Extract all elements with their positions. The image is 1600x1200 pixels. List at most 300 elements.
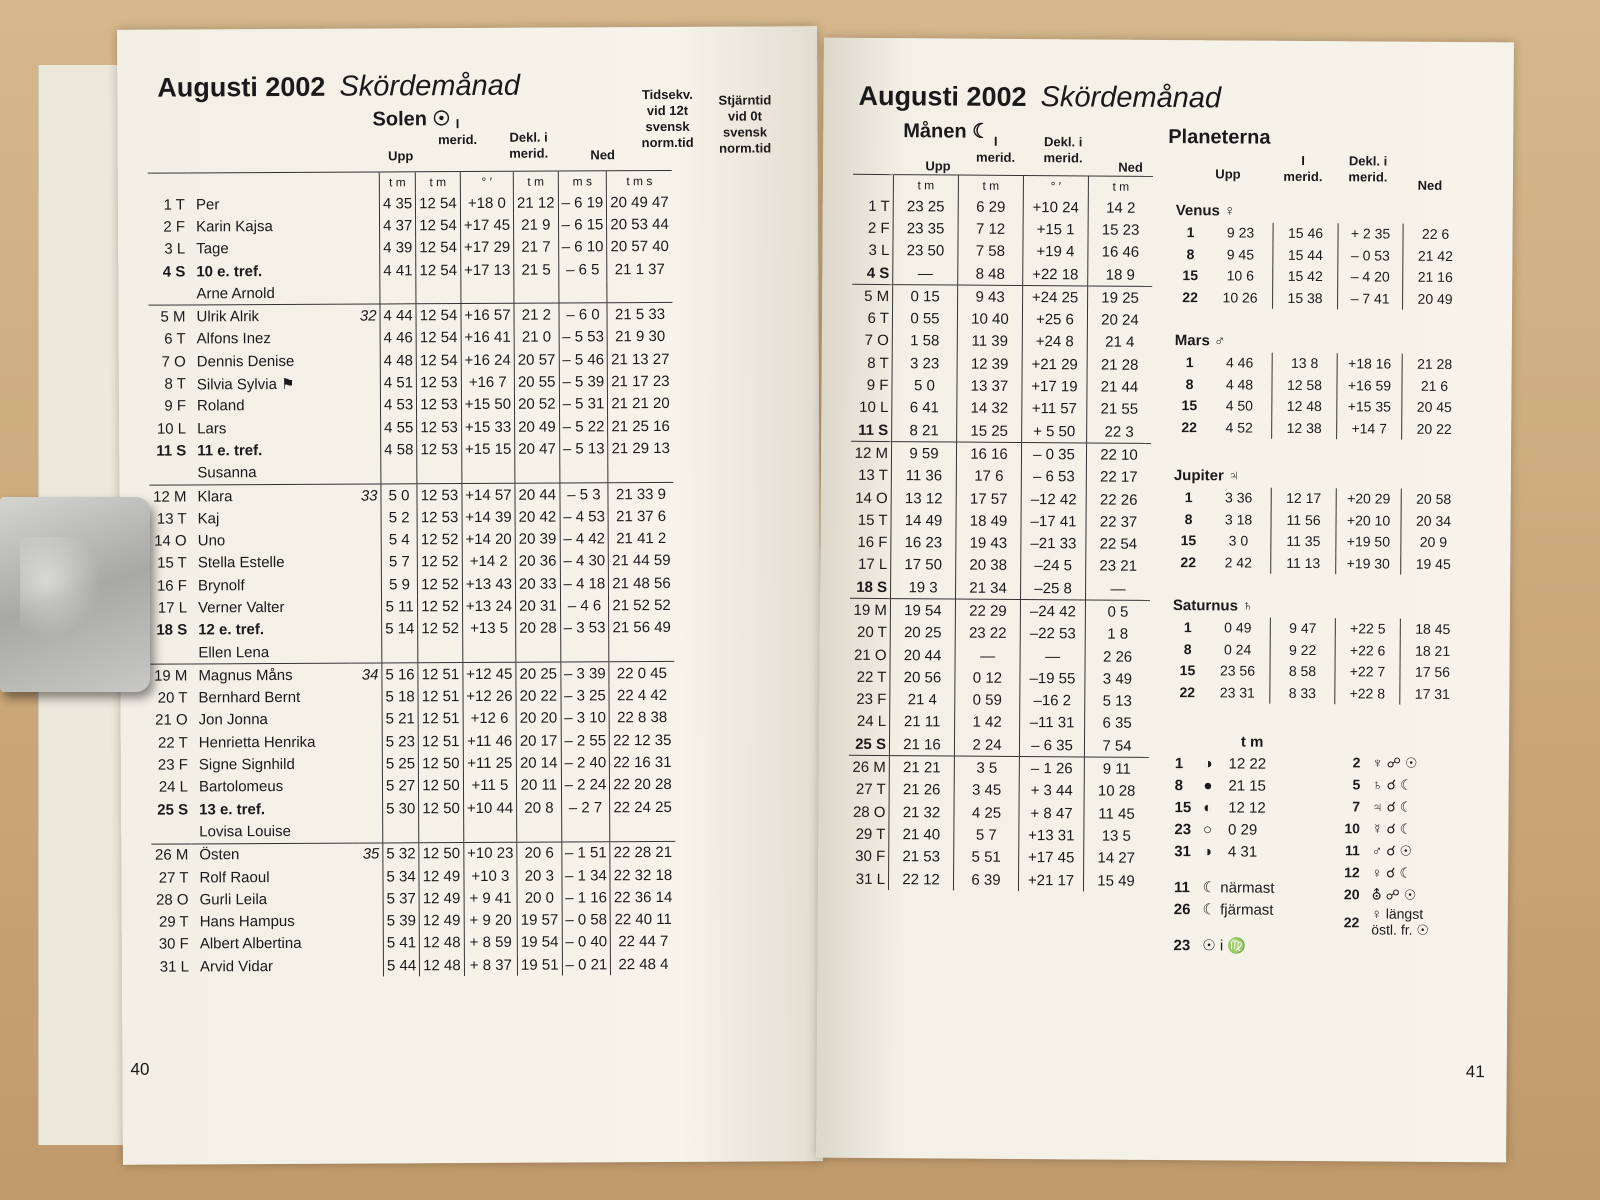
unit-label: t m s [607, 170, 672, 191]
value-cell: 19 51 [517, 954, 562, 977]
day-cell: 14 O [855, 489, 888, 507]
day-cell: 7 O [864, 332, 889, 350]
table-row [149, 370, 673, 395]
day-cell: 31 L [159, 958, 189, 976]
value-cell: 20 45 [1402, 396, 1467, 418]
value-cell: – 4 18 [560, 572, 609, 595]
value-cell: 21 53 [889, 846, 954, 869]
spacer [1198, 730, 1223, 752]
week-cell [351, 640, 382, 663]
value-cell: 5 7 [954, 824, 1019, 847]
value-cell: 15 42 [1273, 265, 1338, 287]
value-cell: +18 0 [460, 192, 513, 215]
spacer-row [1168, 862, 1281, 877]
value-cell: 4 25 [954, 802, 1019, 825]
value-cell: 21 40 [889, 823, 954, 846]
value-cell: 2 42 [1224, 554, 1252, 571]
day-cell: 10 L [156, 420, 187, 438]
name-cell: Tage [196, 240, 229, 258]
value-cell: 5 2 [381, 506, 417, 528]
day-cell: 7 O [161, 353, 186, 371]
table-row [150, 684, 674, 709]
table-row [852, 262, 1152, 287]
week-cell [353, 910, 384, 932]
week-cell [350, 394, 381, 416]
aspect-text: ♄ ☌ ☾ [1372, 775, 1413, 793]
day-cell: 28 O [156, 891, 189, 909]
value-cell [607, 280, 672, 303]
table-row [850, 599, 1150, 624]
day-cell: 4 S [866, 264, 890, 282]
value-cell: 22 44 7 [611, 931, 676, 954]
value-cell: +14 2 [462, 551, 515, 574]
planet-name-row [1170, 595, 1465, 619]
value-cell: 12 17 [1271, 487, 1336, 509]
name-cell: Henrietta Henrika [198, 733, 316, 752]
value-cell: 21 48 56 [609, 572, 674, 595]
value-cell: 12 53 [417, 371, 462, 394]
day-cell: 20 T [856, 624, 887, 642]
table-row [1170, 508, 1465, 532]
title-text: Augusti 2002 [157, 71, 326, 103]
moon-dist-row [1168, 876, 1281, 899]
planet-name-row [1173, 200, 1468, 224]
header-upp: Upp [388, 148, 414, 164]
value-cell: 19 54 [890, 599, 955, 622]
phase-icon: ◑ [1202, 842, 1213, 860]
name-cell: Bernhard Bernt [198, 689, 301, 707]
value-cell: 15 46 [1273, 222, 1338, 244]
value-cell: 20 22 [1402, 418, 1467, 440]
value-cell: 5 18 [382, 686, 418, 708]
value-cell: – 6 0 [559, 303, 608, 326]
value-cell: 19 25 [1088, 286, 1153, 309]
value-cell: – 5 39 [559, 371, 608, 394]
table-row [852, 352, 1152, 376]
value-cell: 21 4 [1087, 331, 1152, 354]
name-cell: Gurli Leila [199, 890, 268, 909]
table-row [848, 801, 1148, 825]
table-row [148, 191, 672, 216]
value-cell: +16 59 [1337, 374, 1402, 396]
value-cell: 19 3 [891, 576, 956, 599]
name-cell: 12 e. tref. [198, 621, 265, 639]
phase-time: 0 29 [1228, 820, 1258, 839]
value-cell [559, 460, 608, 483]
value-cell: 12 48 [420, 954, 465, 977]
value-cell: 4 55 [381, 416, 417, 438]
value-cell: –12 42 [1021, 488, 1086, 511]
day-cell: 24 L [158, 778, 189, 796]
value-cell: 22 48 4 [611, 953, 676, 976]
table-row [849, 688, 1149, 712]
dist-text: ☾ fjärmast [1202, 901, 1274, 919]
value-cell: 21 5 [514, 258, 559, 281]
aspect-row [1338, 839, 1435, 862]
value-cell [418, 640, 463, 663]
aspect-text: ♀ ☌ ☾ [1371, 863, 1412, 881]
aspect-day: 7 [1352, 798, 1361, 815]
value-cell: 21 2 [514, 304, 559, 327]
aspect-text: ☿ ☌ ☾ [1371, 819, 1413, 837]
week-cell: 35 [352, 843, 383, 866]
value-cell: 22 [1180, 553, 1197, 570]
table-row [852, 330, 1152, 354]
name-cell: Signe Signhild [198, 755, 295, 774]
value-cell: +12 45 [463, 662, 516, 685]
phase-time: 12 12 [1228, 798, 1266, 817]
day-cell: 17 L [857, 556, 888, 574]
table-row [152, 886, 676, 911]
value-cell: +15 15 [461, 438, 514, 461]
equinox-row [1168, 934, 1281, 957]
value-cell: 22 32 18 [610, 864, 675, 887]
value-cell: — [1085, 577, 1150, 600]
name-cell: 13 e. tref. [199, 800, 266, 819]
value-cell: 14 27 [1084, 847, 1149, 870]
value-cell: 5 13 [1085, 690, 1150, 713]
name-cell: Hans Hampus [199, 913, 295, 931]
value-cell [514, 281, 559, 304]
value-cell: 12 53 [417, 394, 462, 417]
value-cell: – 1 51 [561, 841, 610, 864]
value-cell: 22 24 25 [610, 796, 675, 819]
value-cell: 20 53 44 [607, 213, 672, 236]
value-cell: 20 14 [516, 752, 561, 775]
value-cell: 15 25 [957, 420, 1022, 443]
value-cell: – 0 21 [562, 953, 611, 976]
value-cell: +14 57 [462, 483, 515, 506]
aspect-day: 10 [1344, 820, 1361, 837]
value-cell: 20 25 [890, 622, 955, 645]
day-cell: 26 M [849, 756, 890, 779]
value-cell: 4 58 [381, 439, 417, 461]
value-cell: 21 16 [1403, 266, 1468, 288]
aspect-day: 12 [1344, 864, 1360, 881]
name-cell: Karin Kajsa [196, 217, 273, 236]
planet-name: Jupiter ♃ [1173, 467, 1240, 485]
value-cell: 8 33 [1270, 682, 1335, 704]
table-row [148, 236, 672, 261]
value-cell: +20 29 [1336, 488, 1401, 510]
value-cell: +17 19 [1022, 375, 1087, 398]
value-cell: 15 38 [1273, 287, 1338, 309]
table-row [150, 527, 674, 552]
value-cell: – 2 24 [561, 774, 610, 797]
value-cell: 21 9 30 [607, 326, 672, 349]
value-cell: –19 55 [1020, 667, 1085, 690]
value-cell: +22 7 [1335, 661, 1400, 683]
value-cell: 11 39 [957, 330, 1022, 353]
value-cell: 12 48 [419, 932, 464, 955]
dist-text: ☾ närmast [1202, 879, 1275, 897]
day-cell: 18 S [856, 578, 888, 596]
value-cell: –24 42 [1020, 600, 1085, 623]
value-cell: 22 36 14 [610, 886, 675, 909]
day-cell: 6 T [164, 330, 186, 349]
unit-label: t m [958, 175, 1023, 196]
value-cell: 4 51 [380, 372, 416, 394]
value-cell: 5 14 [382, 618, 418, 640]
planet-table [1171, 330, 1467, 440]
value-cell: 16 16 [956, 442, 1021, 465]
value-cell: 22 0 45 [609, 662, 674, 685]
value-cell: 12 54 [416, 349, 461, 372]
value-cell: 20 25 [516, 662, 561, 685]
value-cell: 5 51 [954, 846, 1019, 869]
day-cell: 24 L [856, 713, 887, 731]
value-cell: 4 48 [380, 349, 416, 371]
name-cell: Bartolomeus [198, 778, 284, 796]
week-cell [352, 865, 383, 887]
day-cell: 12 M [149, 485, 189, 508]
value-cell: 9 45 [1226, 246, 1255, 263]
unit-label: m s [558, 171, 607, 192]
table-row [1170, 551, 1465, 575]
value-cell [382, 640, 418, 663]
name-cell: Albert Albertina [199, 935, 302, 953]
week-cell [352, 820, 383, 843]
value-cell: – 2 40 [561, 752, 610, 775]
value-cell: – 2 55 [561, 729, 610, 752]
week-cell [349, 215, 380, 237]
value-cell: 22 20 28 [610, 774, 675, 797]
value-cell: +19 50 [1336, 531, 1401, 553]
value-cell: 12 49 [419, 865, 464, 888]
value-cell: +15 50 [461, 393, 514, 416]
value-cell: 23 50 [893, 240, 958, 263]
aspect-row [1338, 905, 1435, 939]
value-cell: 13 8 [1272, 352, 1337, 374]
moon-header-ned: Ned [1118, 159, 1143, 175]
value-cell: – 1 16 [562, 886, 611, 909]
week-cell [351, 618, 382, 640]
header-tidsekv: Tidsekv. vid 12t svensk norm.tid [641, 86, 694, 151]
table-row [853, 217, 1153, 241]
value-cell: 15 23 [1088, 219, 1153, 242]
value-cell: +10 44 [463, 797, 516, 820]
table-row [1170, 530, 1465, 554]
sun-table [148, 170, 676, 978]
phase-row [1169, 774, 1282, 797]
unit-label: t m [893, 175, 958, 196]
week-cell [353, 888, 384, 910]
value-cell: + 5 50 [1022, 420, 1087, 443]
day-cell [149, 462, 189, 485]
value-cell [561, 819, 610, 842]
value-cell: + 8 37 [464, 954, 517, 977]
value-cell: 20 49 [1403, 288, 1468, 310]
value-cell: 21 16 [889, 733, 954, 756]
value-cell: 20 0 [517, 887, 562, 910]
value-cell: 1 [1183, 619, 1192, 636]
value-cell: +11 57 [1022, 398, 1087, 421]
value-cell: – 6 53 [1021, 466, 1086, 489]
value-cell: 22 10 [1086, 443, 1151, 466]
value-cell: – 3 10 [561, 707, 610, 730]
day-cell: 11 S [156, 442, 187, 460]
value-cell: +21 17 [1018, 869, 1083, 892]
table-row [151, 841, 675, 867]
moon-header-merid: I merid. [976, 133, 1016, 165]
value-cell: – 5 22 [559, 415, 608, 438]
phase-time: 12 22 [1228, 754, 1267, 773]
table-row [148, 303, 672, 329]
value-cell: +10 23 [464, 842, 517, 865]
name-cell: Brynolf [197, 576, 245, 595]
value-cell: 5 37 [383, 887, 419, 909]
day-cell: 8 T [164, 375, 186, 393]
value-cell: 10 28 [1084, 780, 1149, 803]
value-cell: +15 1 [1023, 218, 1088, 241]
value-cell: 12 54 [416, 214, 461, 237]
value-cell: –25 8 [1020, 577, 1085, 600]
value-cell: 6 41 [892, 397, 957, 420]
value-cell: 1 58 [892, 330, 957, 353]
page-number: 41 [1465, 1062, 1485, 1082]
value-cell: –21 33 [1021, 532, 1086, 555]
value-cell: 20 11 [516, 774, 561, 797]
value-cell: 4 48 [1225, 376, 1254, 393]
value-cell [462, 460, 515, 483]
day-cell: 16 F [857, 533, 888, 552]
value-cell: 20 44 [515, 483, 560, 506]
table-row [850, 531, 1150, 555]
value-cell: 19 45 [1401, 553, 1466, 575]
value-cell: 11 56 [1271, 509, 1336, 531]
value-cell: 14 2 [1088, 196, 1153, 219]
value-cell: 22 [1182, 288, 1198, 305]
day-cell: 19 M [150, 664, 190, 687]
value-cell: +14 39 [462, 506, 515, 529]
day-cell: 16 F [156, 577, 187, 595]
phase-icon: ● [1203, 776, 1213, 794]
day-cell: 28 O [852, 803, 886, 821]
planet-table [1172, 200, 1468, 310]
value-cell: +13 43 [462, 573, 515, 596]
subtitle-text: Skördemånad [1040, 81, 1222, 115]
value-cell: – 3 25 [561, 685, 610, 708]
day-cell [148, 283, 188, 306]
name-cell: Magnus Måns [190, 663, 351, 687]
value-cell: 12 50 [419, 842, 464, 865]
value-cell: +14 7 [1337, 417, 1402, 439]
section-solen: Solen ☉ [372, 108, 451, 131]
value-cell: 12 39 [957, 353, 1022, 376]
value-cell: 22 6 [1403, 223, 1468, 245]
table-row [851, 374, 1151, 398]
value-cell: 20 17 [516, 730, 561, 753]
value-cell: +16 41 [461, 327, 514, 350]
value-cell: 8 58 [1270, 660, 1335, 682]
phase-row [1168, 818, 1281, 841]
value-cell: – 4 30 [560, 550, 609, 573]
value-cell: 20 20 [516, 707, 561, 730]
value-cell: +15 35 [1337, 396, 1402, 418]
week-cell [350, 416, 381, 438]
value-cell: – 1 34 [562, 864, 611, 887]
value-cell: 21 56 49 [609, 617, 674, 640]
planet-name-row [1172, 330, 1467, 354]
value-cell: +11 5 [463, 774, 516, 797]
phase-icon: ○ [1203, 820, 1213, 838]
day-cell: 2 F [163, 218, 186, 236]
header-dekl: Dekl. i merid. [509, 129, 549, 161]
value-cell: 16 46 [1088, 241, 1153, 264]
table-row [850, 554, 1150, 578]
table-row [852, 307, 1152, 331]
name-cell: Kaj [197, 510, 220, 528]
value-cell: 5 34 [383, 865, 419, 887]
value-cell: 12 53 [417, 483, 462, 506]
value-cell: 15 [1179, 662, 1196, 679]
value-cell: 21 33 9 [608, 482, 673, 505]
name-cell: Ulrik Alrik [188, 305, 349, 329]
value-cell: 7 54 [1084, 735, 1149, 758]
value-cell: 21 21 [889, 756, 954, 779]
week-cell [351, 596, 382, 618]
equinox-day: 23 [1173, 936, 1191, 954]
value-cell: 6 39 [953, 868, 1018, 891]
value-cell: – 3 39 [560, 662, 609, 685]
name-cell: Klara [189, 484, 350, 508]
week-cell [349, 259, 380, 281]
value-cell: 22 8 38 [609, 707, 674, 730]
value-cell: + 3 44 [1019, 780, 1084, 803]
value-cell: 14 49 [891, 509, 956, 532]
value-cell [381, 461, 417, 484]
value-cell: 12 38 [1272, 417, 1337, 439]
value-cell: –16 2 [1020, 690, 1085, 713]
value-cell: 18 21 [1400, 640, 1465, 662]
table-row [1171, 395, 1466, 419]
moon-header-upp: Upp [925, 158, 951, 174]
phase-row [1169, 752, 1282, 775]
value-cell: 19 54 [517, 931, 562, 954]
table-row [150, 594, 674, 619]
name-cell: Silvia Sylvia ⚑ [196, 375, 295, 393]
table-row [850, 621, 1150, 645]
value-cell: 13 12 [891, 487, 956, 510]
planet-header-ned: Ned [1417, 177, 1443, 193]
value-cell: 18 49 [956, 510, 1021, 533]
value-cell: — [1020, 645, 1085, 668]
value-cell [417, 461, 462, 484]
page-title [157, 70, 520, 105]
value-cell: 20 55 [514, 371, 559, 394]
value-cell: +10 3 [464, 865, 517, 888]
value-cell: 12 51 [418, 663, 463, 686]
value-cell: 5 23 [382, 730, 418, 752]
value-cell: – 6 19 [558, 191, 607, 214]
value-cell: 10 40 [957, 308, 1022, 331]
aspect-row [1338, 817, 1435, 840]
value-cell: 11 13 [1271, 552, 1336, 574]
table-row [148, 258, 672, 283]
value-cell: +14 20 [462, 528, 515, 551]
name-cell: Roland [196, 397, 245, 415]
value-cell: 23 31 [1219, 684, 1255, 701]
value-cell: 21 28 [1402, 353, 1467, 375]
section-planeterna: Planeterna [1168, 126, 1271, 149]
day-cell: 26 M [151, 844, 191, 867]
phase-icon: ◐ [1203, 798, 1213, 816]
value-cell: 17 6 [956, 465, 1021, 488]
value-cell: 5 0 [381, 484, 417, 507]
spacer [1169, 730, 1198, 752]
day-cell: 25 S [157, 801, 189, 819]
value-cell: 21 17 23 [608, 370, 673, 393]
